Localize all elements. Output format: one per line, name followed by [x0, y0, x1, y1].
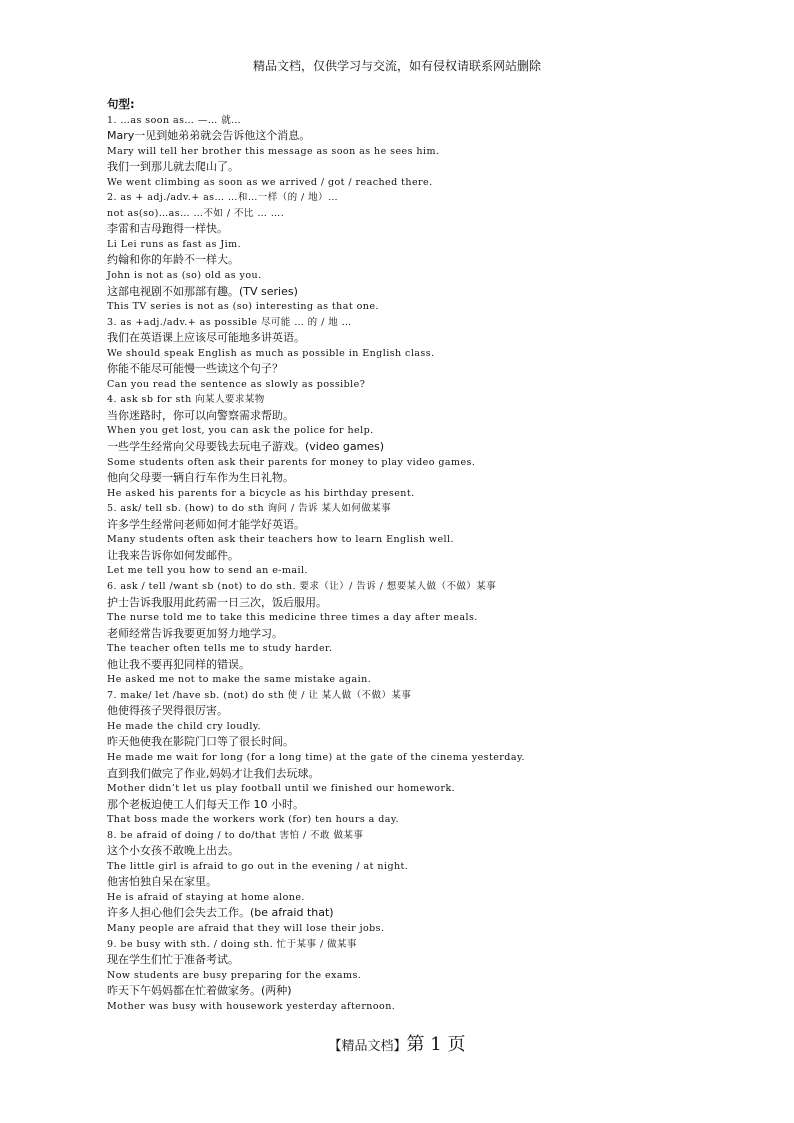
chinese-sentence: 他使得孩子哭得很厉害。 — [107, 704, 228, 718]
english-sentence: We should speak English as much as possible in English class. — [107, 347, 435, 359]
chinese-sentence: 约翰和你的年龄不一样大。 — [107, 253, 239, 267]
chinese-sentence: 让我来告诉你如何发邮件。 — [107, 548, 239, 562]
chinese-sentence: 他让我不要再犯同样的错误。 — [107, 657, 250, 671]
chinese-sentence: 直到我们做完了作业,妈妈才让我们去玩球。 — [107, 766, 320, 780]
footer-label: 【精品文档】 — [328, 1039, 407, 1054]
chinese-sentence: 他害怕独自呆在家里。 — [107, 875, 217, 889]
english-sentence: This TV series is not as (so) interesting as that one. — [107, 301, 379, 313]
english-sentence: 4. ask sb for sth 向某人要求某物 — [107, 394, 265, 406]
page-footer — [0, 1034, 794, 1058]
english-sentence: He is afraid of staying at home alone. — [107, 891, 305, 903]
english-sentence: Many people are afraid that they will lose their jobs. — [107, 922, 385, 934]
chinese-sentence: 我们一到那儿就去爬山了。 — [107, 160, 239, 174]
english-sentence: 2. as + adj./adv.+ as… …和…一样（的 / 地）… — [107, 192, 339, 204]
english-sentence: Some students often ask their parents for money to play video games. — [107, 456, 476, 468]
english-sentence: The teacher often tells me to study harder. — [107, 643, 333, 655]
english-sentence: Mother didn’t let us play football until we finished our homework. — [107, 783, 456, 795]
english-sentence: He made the child cry loudly. — [107, 720, 261, 732]
section-title: 句型: — [107, 97, 135, 111]
english-sentence: We went climbing as soon as we arrived / got / reached there. — [107, 176, 433, 188]
english-sentence: The little girl is afraid to go out in the evening / at night. — [107, 860, 409, 872]
english-sentence: Mother was busy with housework yesterday afternoon. — [107, 1000, 396, 1012]
english-sentence: not as(so)…as… …不如 / 不比 … …. — [107, 207, 285, 219]
english-sentence: Li Lei runs as fast as Jim. — [107, 238, 242, 250]
chinese-sentence: 当你迷路时，你可以向警察需求帮助。 — [107, 408, 294, 422]
chinese-sentence: 我们在英语课上应该尽可能地多讲英语。 — [107, 331, 305, 345]
chinese-sentence: 李雷和吉母跑得一样快。 — [107, 222, 228, 236]
english-sentence: Let me tell you how to send an e-mail. — [107, 565, 308, 577]
english-sentence: 5. ask/ tell sb. (how) to do sth 询问 / 告诉 某人如何做某事 — [107, 503, 392, 515]
chinese-sentence: 一些学生经常向父母要钱去玩电子游戏。(video games) — [107, 440, 385, 454]
english-sentence: He asked me not to make the same mistake again. — [107, 674, 372, 686]
english-sentence: He asked his parents for a bicycle as his birthday present. — [107, 487, 415, 499]
english-sentence: Mary will tell her brother this message as soon as he sees him. — [107, 145, 440, 157]
chinese-sentence: 他向父母要一辆自行车作为生日礼物。 — [107, 471, 294, 485]
chinese-sentence: 昨天下午妈妈都在忙着做家务。(两种) — [107, 984, 292, 998]
chinese-sentence: 现在学生们忙于准备考试。 — [107, 953, 239, 967]
document-body — [107, 97, 707, 1014]
chinese-sentence: 这部电视剧不如那部有趣。(TV series) — [107, 284, 298, 298]
english-sentence: The nurse told me to take this medicine three times a day after meals. — [107, 612, 478, 624]
english-sentence: 8. be afraid of doing / to do/that 害怕 / 不敢 做某事 — [107, 829, 364, 841]
chinese-sentence: 昨天他使我在影院门口等了很长时间。 — [107, 735, 294, 749]
sentence-list — [107, 113, 707, 1015]
english-sentence: That boss made the workers work (for) ten hours a day. — [107, 814, 399, 826]
english-sentence: Many students often ask their teachers how to learn English well. — [107, 534, 455, 546]
english-sentence: Now students are busy preparing for the exams. — [107, 969, 362, 981]
chinese-sentence: Mary一见到她弟弟就会告诉他这个消息。 — [107, 129, 311, 143]
english-sentence: 9. be busy with sth. / doing sth. 忙于某事 / 做某事 — [107, 938, 357, 950]
english-sentence: 7. make/ let /have sb. (not) do sth 使 / 让 某人做（不做）某事 — [107, 689, 412, 701]
page-number: 第 1 页 — [406, 1034, 466, 1055]
english-sentence: He made me wait for long (for a long time) at the gate of the cinema yesterday. — [107, 751, 525, 763]
english-sentence: Can you read the sentence as slowly as possible? — [107, 378, 366, 390]
chinese-sentence: 你能不能尽可能慢一些读这个句子？ — [107, 362, 283, 376]
chinese-sentence: 护士告诉我服用此药需一日三次，饭后服用。 — [107, 595, 327, 609]
chinese-sentence: 老师经常告诉我要更加努力地学习。 — [107, 626, 283, 640]
english-sentence: 3. as +adj./adv.+ as possible 尽可能 … 的 / 地 … — [107, 316, 352, 328]
chinese-sentence: 这个小女孩不敢晚上出去。 — [107, 844, 239, 858]
page-header: 精品文档，仅供学习与交流，如有侵权请联系网站删除 — [252, 59, 541, 73]
english-sentence: 6. ask / tell /want sb (not) to do sth. 要求（让）/ 告诉 / 想要某人做（不做）某事 — [107, 580, 497, 592]
english-sentence: 1. …as soon as… —… 就… — [107, 114, 242, 126]
chinese-sentence: 那个老板迫使工人们每天工作 10 小时。 — [107, 797, 304, 811]
chinese-sentence: 许多学生经常问老师如何才能学好英语。 — [107, 517, 305, 531]
english-sentence: John is not as (so) old as you. — [107, 270, 262, 282]
english-sentence: When you get lost, you can ask the police for help. — [107, 425, 374, 437]
chinese-sentence: 许多人担心他们会失去工作。(be afraid that) — [107, 906, 334, 920]
